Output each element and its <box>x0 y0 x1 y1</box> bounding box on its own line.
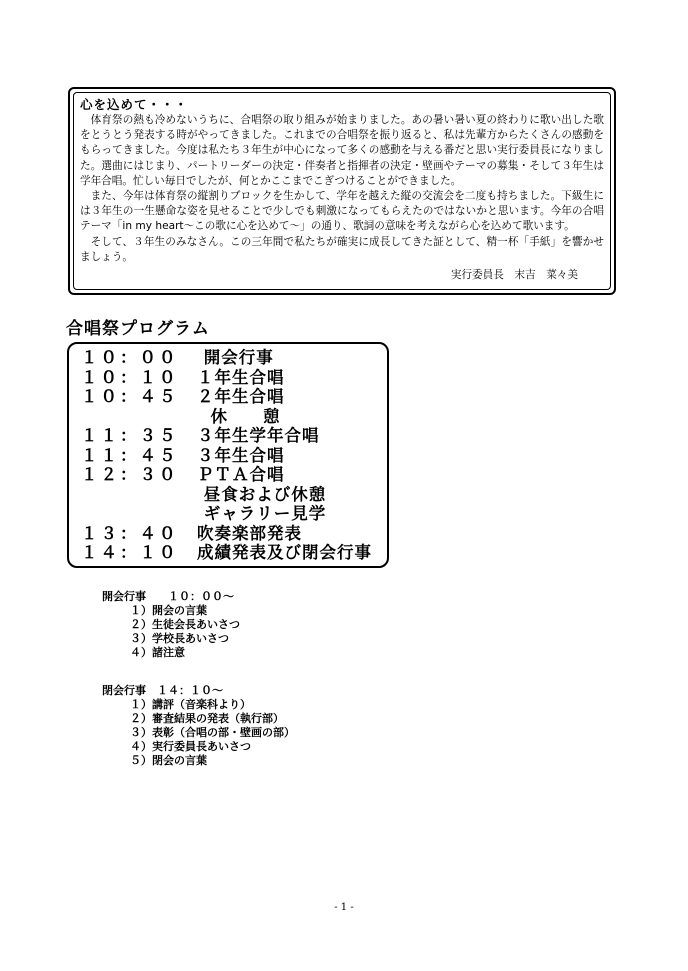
schedule-row <box>81 387 387 407</box>
message-box-inner <box>73 92 611 290</box>
message-paragraph-3: そして、３年生のみなさん。この三年間で私たちが確実に成長してきた証として、精一杯「手紙」を響かせましょう。 <box>80 235 604 263</box>
list-item: １）開会の言葉 <box>130 604 207 617</box>
closing-ceremony-title: 閉会行事 １４：１０～ <box>102 684 223 697</box>
message-paragraph-1: 体育祭の熱も冷めないうちに、合唱祭の取り組みが始まりました。あの暑い暑い夏の終わりに歌い出した歌をとうとう発表する時がやってきました。これまでの合唱祭を振り返ると、私は先輩方からたくさんの感動をもらってきました。今度は私たち３年生が中心になって多くの感動を与える番だと思い実行委員長になりました。選曲にはじまり、パートリーダーの決定・伴奏者と指揮者の決定・壁画やテーマの募集・そして３年生は学年合唱。忙しい毎日でしたが、何とかここまでこぎつけることができました。 <box>80 114 604 187</box>
schedule-event: ２年生合唱 <box>197 387 285 406</box>
schedule-row <box>81 426 387 446</box>
schedule-event: 吹奏楽部発表 <box>197 523 302 543</box>
message-paragraph-2: また、今年は体育祭の縦割りブロックを生かして、学年を越えた縦の交流会を二度も持ちました。下級生には３年生の一生懸命な姿を見せることで少しでも刺激になってもらえたのではないかと思います。今年の合唱テーマ「in my heart～この歌に心を込めて～」の通り、歌詞の意味を考えながら心を込めて歌います。 <box>80 190 604 233</box>
message-title: 心を込めて・・・ <box>80 97 189 112</box>
schedule-event: ＰＴＡ合唱 <box>197 465 285 484</box>
schedule-time: １０：００ <box>81 348 179 367</box>
list-item: ２）生徒会長あいさつ <box>130 618 240 631</box>
opening-ceremony-title: 開会行事 １０：００～ <box>102 590 234 603</box>
schedule-time: １１：３５ <box>81 426 179 445</box>
message-body <box>80 113 604 265</box>
schedule-time: １０：１０ <box>81 367 179 387</box>
schedule-time: １４：１０ <box>81 543 179 562</box>
schedule-row <box>81 407 387 427</box>
message-box <box>68 87 616 295</box>
message-signature: 実行委員長 末吉 菜々美 <box>450 269 578 282</box>
list-item: ４）実行委員長あいさつ <box>130 740 251 753</box>
schedule-row <box>81 485 387 505</box>
schedule-event: １年生合唱 <box>197 367 285 387</box>
schedule-time: １２：３０ <box>81 465 179 484</box>
schedule-row <box>81 446 387 466</box>
list-item: ３）表彰（合唱の部・壁画の部） <box>130 726 295 739</box>
schedule-time: １１：４５ <box>81 445 179 465</box>
program-heading: 合唱祭プログラム <box>66 319 210 339</box>
opening-ceremony <box>102 590 240 660</box>
schedule-row <box>81 504 387 524</box>
list-item: ４）諸注意 <box>130 646 185 659</box>
schedule-event: ギャラリー見学 <box>197 504 327 523</box>
schedule-row <box>81 465 387 485</box>
schedule-row <box>81 368 387 388</box>
schedule-event: 昼食および休憩 <box>197 484 327 504</box>
schedule-event: 休 憩 <box>197 406 281 426</box>
schedule-row <box>81 524 387 544</box>
schedule-time: １３：４０ <box>81 523 179 543</box>
schedule-event: ３年生学年合唱 <box>197 426 320 445</box>
schedule-row <box>81 348 387 368</box>
schedule-box <box>67 342 389 568</box>
page-number: - 1 - <box>334 902 354 913</box>
schedule-event: 成績発表及び閉会行事 <box>197 543 372 562</box>
schedule-row <box>81 543 387 563</box>
list-item: １）講評（音楽科より） <box>130 698 251 711</box>
list-item: ５）閉会の言葉 <box>130 754 207 767</box>
schedule-time: １０：４５ <box>81 387 179 406</box>
schedule-event: ３年生合唱 <box>197 445 285 465</box>
closing-ceremony <box>102 684 295 768</box>
list-item: ２）審査結果の発表（執行部） <box>130 712 284 725</box>
list-item: ３）学校長あいさつ <box>130 632 229 645</box>
schedule-event: 開会行事 <box>197 348 274 367</box>
